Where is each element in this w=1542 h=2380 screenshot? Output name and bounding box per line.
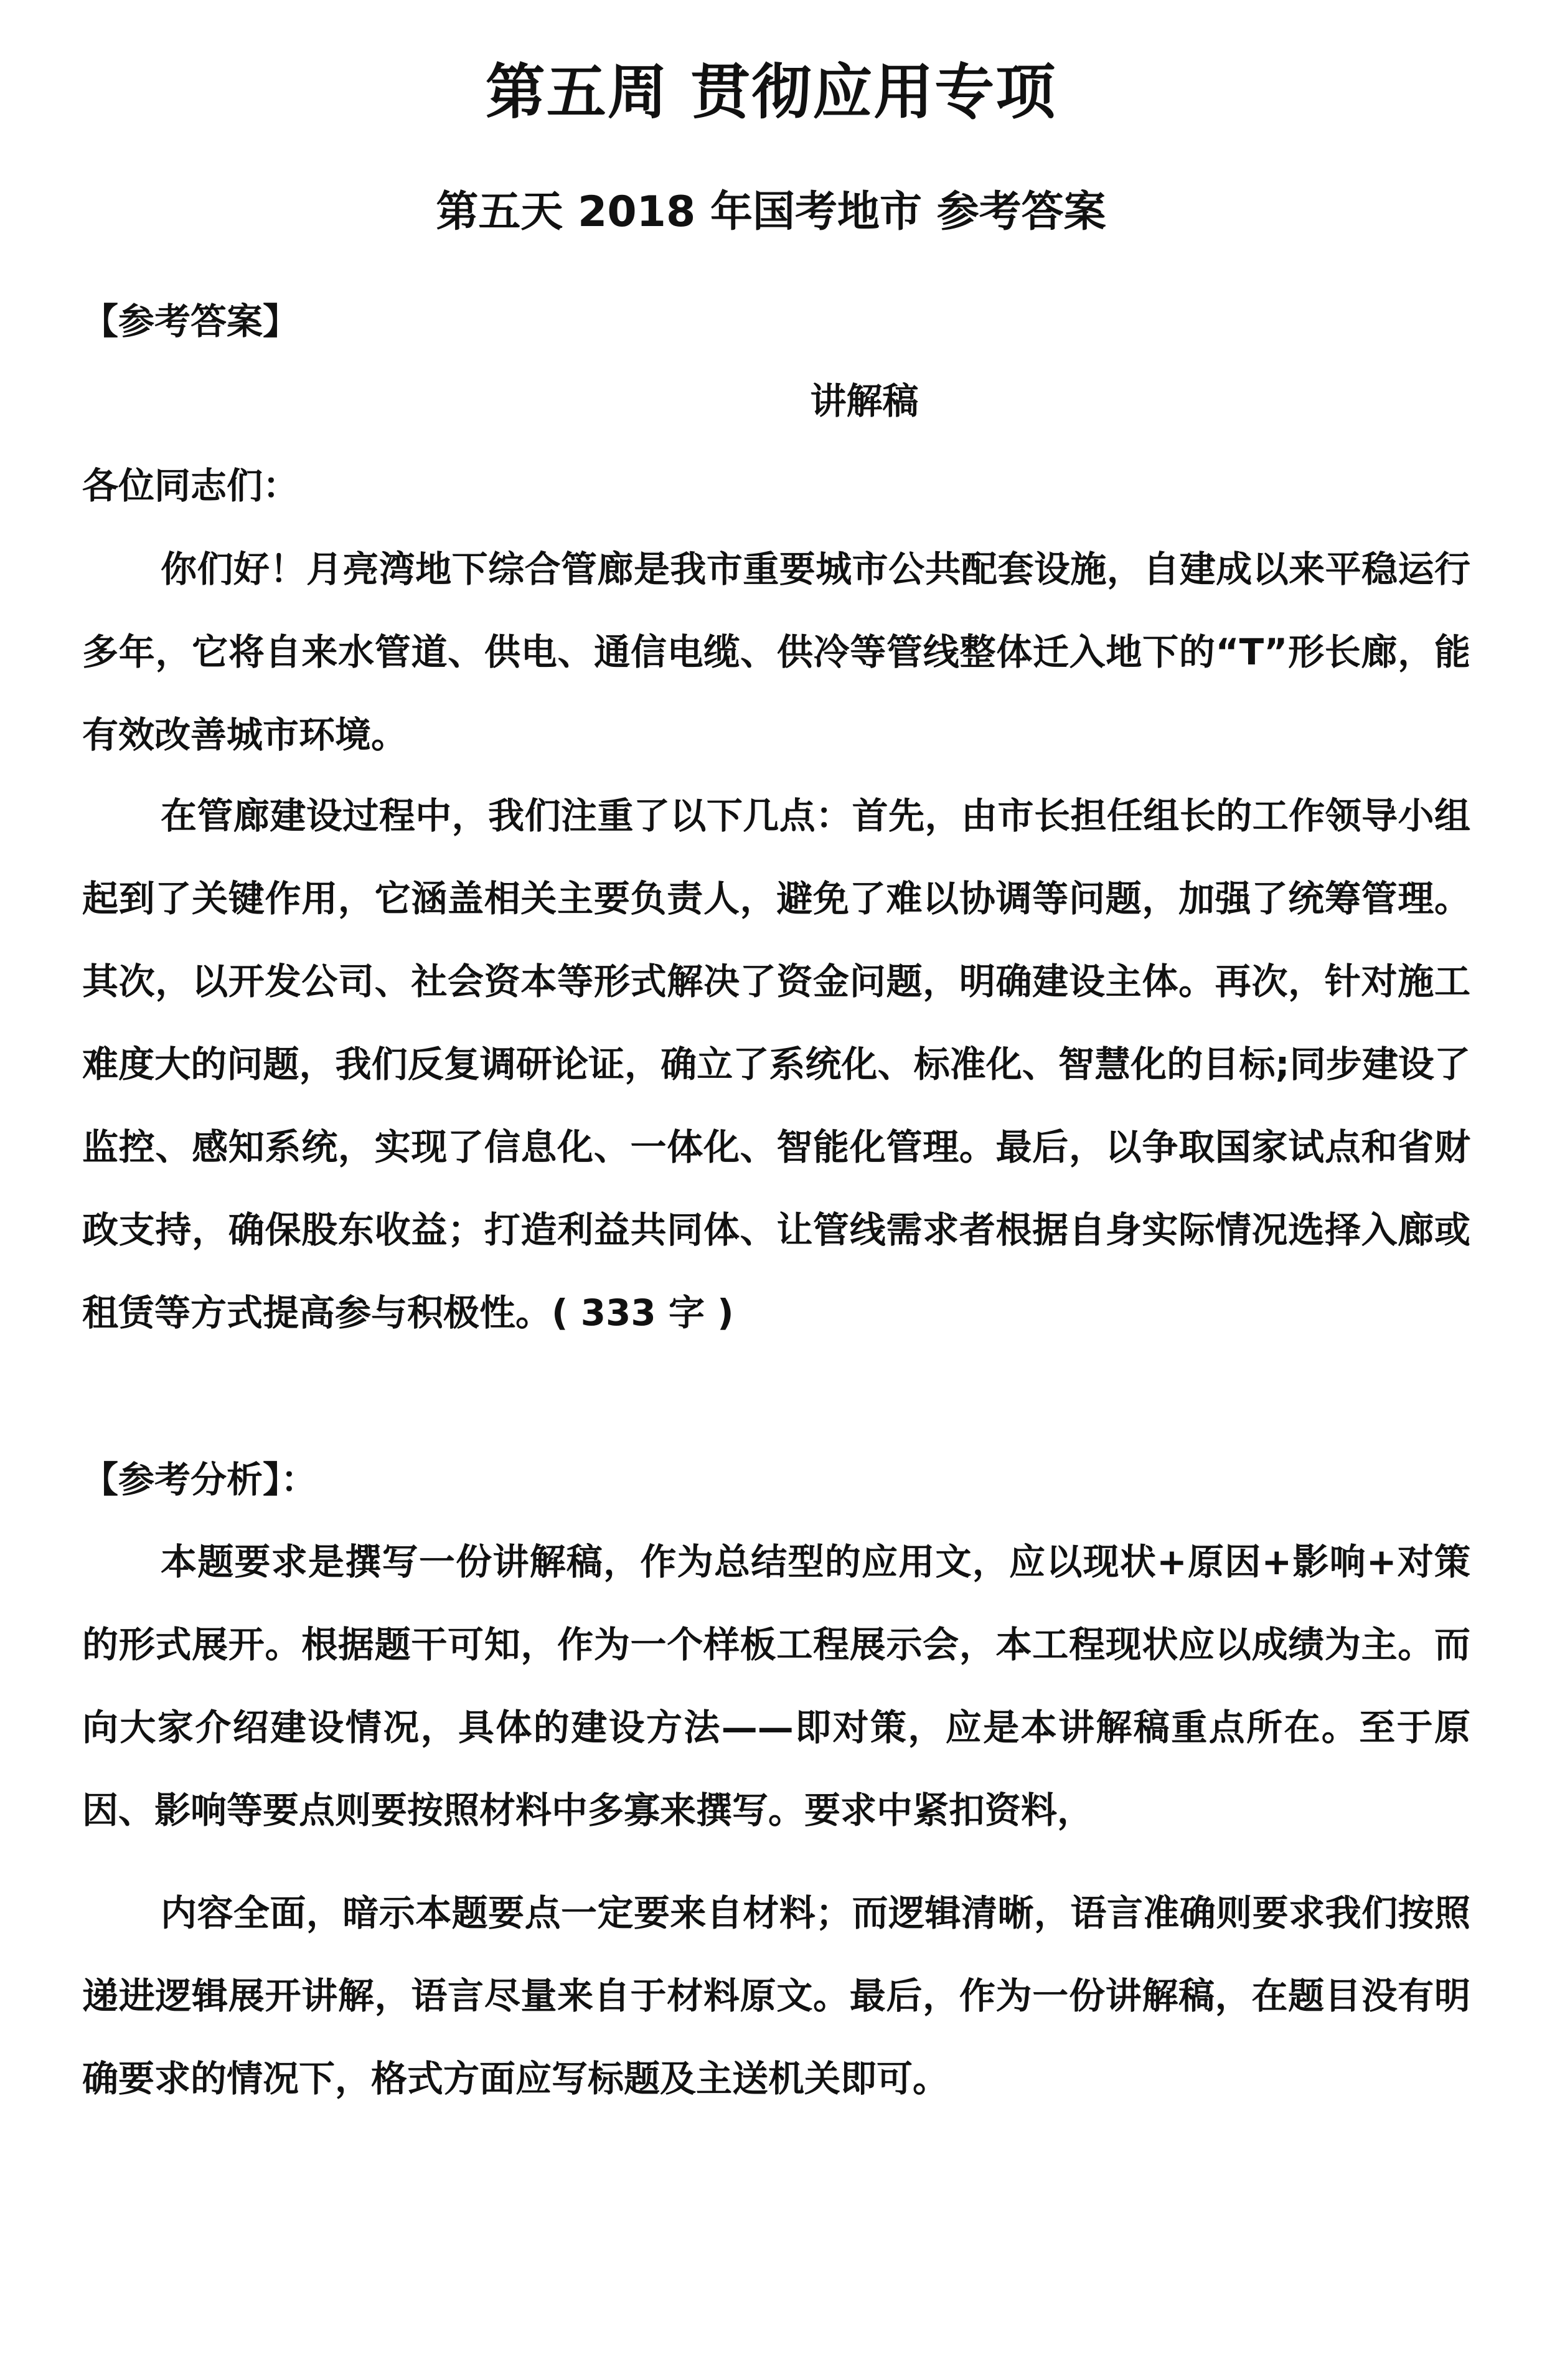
answer-paragraph-2: 在管廊建设过程中，我们注重了以下几点：首先，由市长担任组长的工作领导小组起到了关键作用，它涵盖相关主要负责人，避免了难以协调等问题，加强了统筹管理。其次，以开发公司、社会资本等形式解决了资金问题，明确建设主体。再次，针对施工难度大的问题，我们反复调研论证，确立了系统化、标准化、智慧化的目标;同步建设了监控、感知系统，实现了信息化、一体化、智能化管理。最后，以争取国家试点和省财政支持，确保股东收益；打造利益共同体、让管线需求者根据自身实际情况选择入廊或租赁等方式提高参与积极性。( 333 字 ) (82, 795, 1470, 1334)
page-subtitle: 第五天 2018 年国考地市 参考答案 (436, 187, 1106, 237)
analysis-label: 【参考分析】： (82, 1458, 317, 1501)
analysis-paragraph-1: 本题要求是撰写一份讲解稿，作为总结型的应用文，应以现状+原因+影响+对策的形式展开。根据题干可知，作为一个样板工程展示会，本工程现状应以成绩为主。而向大家介绍建设情况，具体的建设方法——即对策，应是本讲解稿重点所在。至于原因、影响等要点则要按照材料中多寡来撰写。要求中紧扣资料， (82, 1541, 1470, 1831)
speech-heading: 讲解稿 (810, 380, 919, 422)
answer-label: 【参考答案】 (82, 300, 299, 342)
page-title: 第五周 贯彻应用专项 (485, 57, 1057, 127)
analysis-paragraph-2: 内容全面，暗示本题要点一定要来自材料；而逻辑清晰，语言准确则要求我们按照递进逻辑展开讲解，语言尽量来自于材料原文。最后，作为一份讲解稿，在题目没有明确要求的情况下，格式方面应写标题及主送机关即可。 (82, 1892, 1470, 2100)
answer-paragraph-1: 你们好！月亮湾地下综合管廊是我市重要城市公共配套设施，自建成以来平稳运行多年，它将自来水管道、供电、通信电缆、供冷等管线整体迁入地下的“T”形长廊，能有效改善城市环境。 (82, 548, 1470, 756)
salutation: 各位同志们： (82, 465, 299, 507)
